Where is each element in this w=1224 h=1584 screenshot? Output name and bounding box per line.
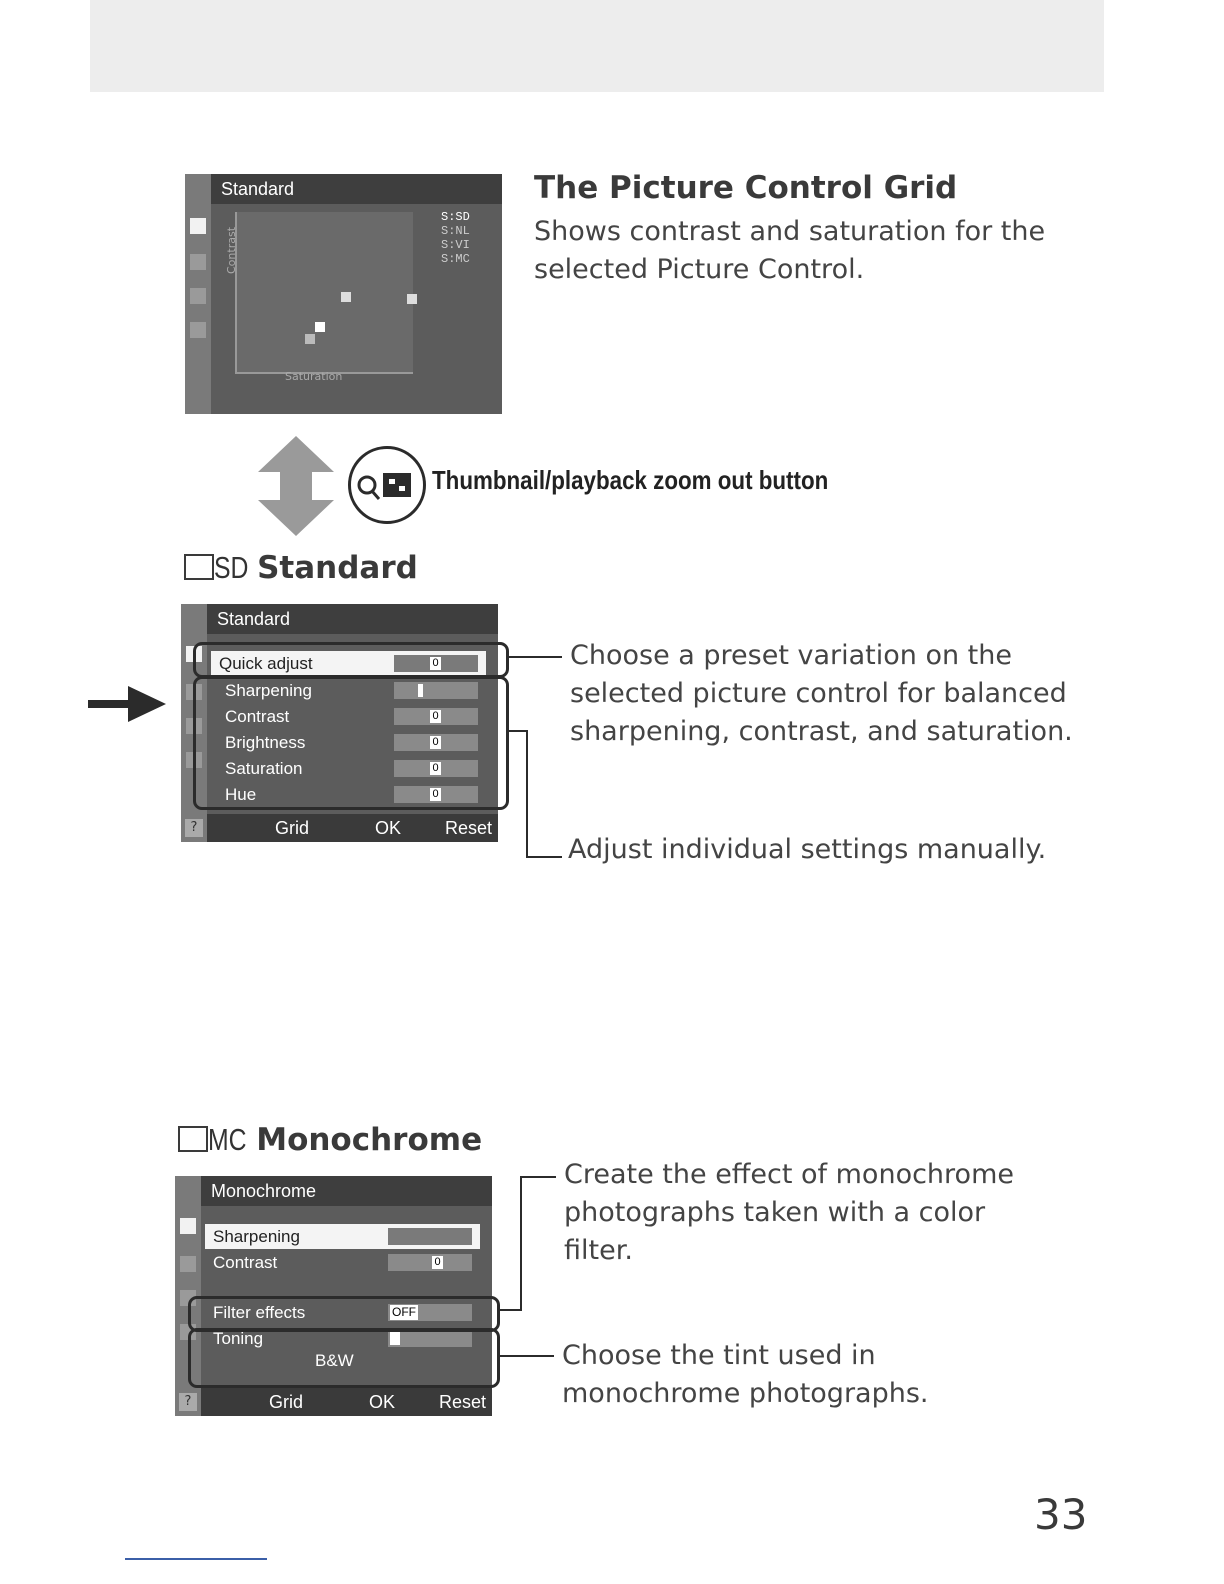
row-value: 0 [430, 710, 441, 723]
row-label: Hue [225, 785, 257, 804]
callout-line [506, 656, 562, 658]
row-label: Quick adjust [219, 654, 313, 673]
picture-control-icon [178, 1126, 208, 1152]
standard-heading [184, 550, 418, 586]
header-band [90, 0, 1104, 92]
row-label: Brightness [225, 733, 306, 752]
row-value: 0 [430, 788, 441, 801]
callout-line [498, 1309, 522, 1311]
grid-point [341, 292, 351, 302]
picture-control-list [441, 210, 470, 266]
list-item: S:VI [441, 238, 470, 252]
menu-icon [180, 1256, 196, 1272]
callout-line [520, 1176, 522, 1311]
row-label: Saturation [225, 759, 303, 778]
page-number: 33 [1034, 1490, 1088, 1539]
camera-icon [180, 1218, 196, 1234]
row-label: Sharpening [213, 1227, 300, 1246]
screen-footer [207, 814, 498, 842]
grid-button-label[interactable]: Grid [275, 818, 310, 838]
row-value: 0 [430, 762, 441, 775]
list-item: S:SD [441, 210, 470, 224]
grid-description: Shows contrast and saturation for the selected Picture Control. [534, 216, 1046, 285]
standard-code: SD [214, 550, 249, 585]
list-item: S:MC [441, 252, 470, 266]
standard-title: Standard [257, 550, 418, 586]
grid-point [407, 294, 417, 304]
menu-icon [190, 254, 206, 270]
quick-adjust-highlight [193, 642, 509, 678]
picture-control-grid-screen [185, 174, 502, 414]
zoom-out-button-icon [348, 446, 426, 524]
row-value: 0 [430, 736, 441, 749]
toning-highlight [188, 1328, 500, 1388]
callout-line [498, 1355, 554, 1357]
manual-adjust-callout: Adjust individual settings manually. [568, 834, 1047, 865]
ok-button-label[interactable]: OK [369, 1392, 396, 1412]
mono-contrast-row[interactable] [205, 1250, 480, 1275]
row-value: 0 [432, 1256, 443, 1269]
monochrome-code: MC [208, 1122, 247, 1157]
row-value: OFF [392, 1305, 416, 1319]
menu-icon [190, 322, 206, 338]
ok-button-label[interactable]: OK [375, 818, 402, 838]
grid-heading: The Picture Control Grid [534, 170, 958, 206]
callout-line [506, 730, 528, 732]
list-item: S:NL [441, 224, 470, 238]
pointer-arrow-icon [88, 684, 166, 724]
grid-button-label[interactable]: Grid [269, 1392, 304, 1412]
callout-line [526, 856, 562, 858]
filter-effects-callout: Create the effect of monochrome photographs taken with a color filter. [564, 1159, 1014, 1266]
screen-title: Standard [211, 174, 502, 204]
row-value: 0 [430, 657, 441, 670]
hidden-row-fragment [205, 1276, 480, 1290]
menu-icon [190, 288, 206, 304]
camera-icon [190, 218, 206, 234]
row-label: Contrast [225, 707, 290, 726]
up-down-arrow-icon [256, 436, 336, 536]
help-icon: ? [179, 1393, 197, 1411]
picture-control-icon [184, 554, 214, 580]
quick-adjust-callout: Choose a preset variation on the selected picture control for balanced sharpening, contrast, and saturation. [570, 640, 1073, 747]
grid-plot-area [235, 212, 413, 374]
grid-point [315, 322, 325, 332]
row-label: Toning [213, 1329, 264, 1348]
mono-contrast-scale[interactable] [388, 1254, 472, 1271]
callout-line [526, 730, 528, 858]
mono-sharpening-row[interactable] [205, 1224, 480, 1249]
mono-sharpening-scale[interactable] [388, 1228, 472, 1245]
screen-title: Monochrome [201, 1176, 492, 1206]
toning-sub-label: B&W [315, 1351, 354, 1370]
reset-button-label[interactable]: Reset [445, 818, 493, 838]
toning-callout: Choose the tint used in monochrome photographs. [562, 1340, 929, 1409]
help-icon: ? [185, 819, 203, 837]
callout-line [520, 1176, 556, 1178]
screen-title: Standard [207, 604, 498, 634]
row-label: Contrast [213, 1253, 278, 1272]
screen-footer [201, 1388, 492, 1416]
monochrome-heading [178, 1122, 482, 1158]
y-axis-label: Contrast [225, 226, 238, 274]
grid-point [305, 334, 315, 344]
footer-rule [125, 1558, 267, 1560]
x-axis-label: Saturation [285, 370, 343, 383]
reset-button-label[interactable]: Reset [439, 1392, 487, 1412]
row-label: Sharpening [225, 681, 312, 700]
filter-effects-highlight [188, 1296, 500, 1332]
row-label: Filter effects [213, 1303, 306, 1322]
manual-settings-highlight [193, 676, 509, 810]
zoom-out-button-label: Thumbnail/playback zoom out button [432, 465, 829, 495]
monochrome-title: Monochrome [256, 1122, 483, 1158]
menu-sidebar [185, 174, 211, 414]
